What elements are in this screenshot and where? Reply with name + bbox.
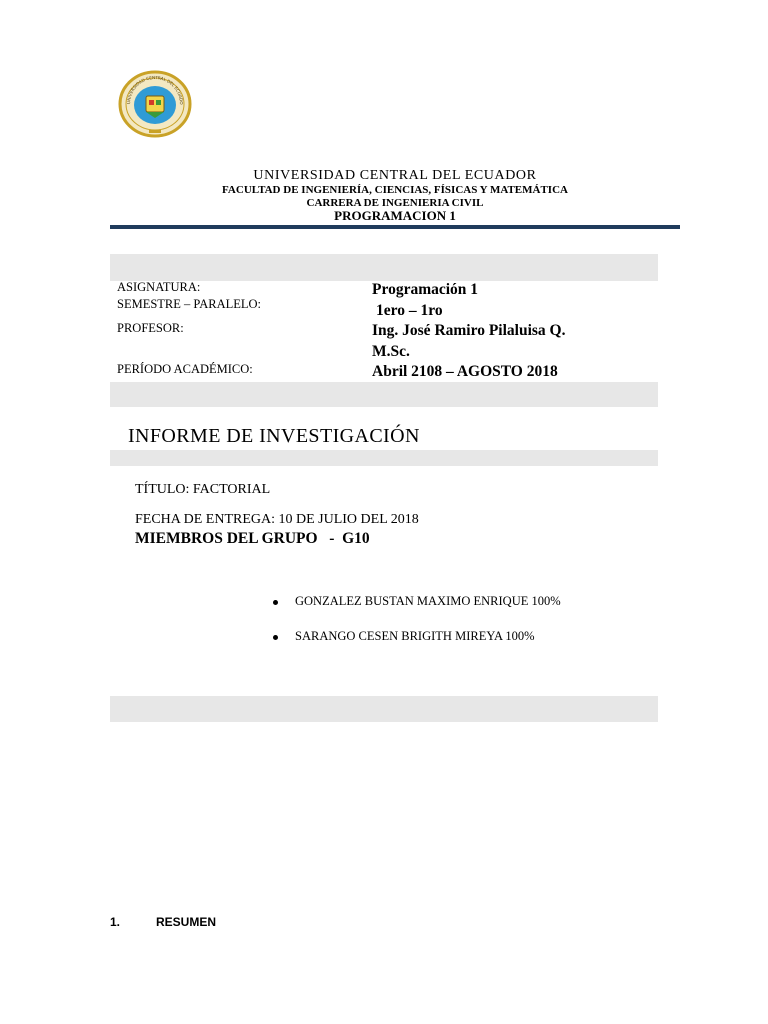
member-name: SARANGO CESEN BRIGITH MIREYA 100% bbox=[295, 629, 535, 643]
member-list bbox=[270, 594, 561, 664]
table-band-top bbox=[110, 254, 658, 281]
bullet-icon bbox=[273, 635, 278, 640]
report-title: INFORME DE INVESTIGACIÓN bbox=[128, 425, 420, 447]
professor-degree: M.Sc. bbox=[372, 343, 410, 360]
section-number: 1. bbox=[110, 915, 121, 929]
period-label: PERÍODO ACADÉMICO: bbox=[117, 362, 253, 376]
bullet-icon bbox=[273, 600, 278, 605]
table-band-bottom bbox=[110, 382, 658, 407]
report-topic: TÍTULO: FACTORIAL bbox=[135, 482, 271, 497]
career-name: CARRERA DE INGENIERIA CIVIL bbox=[306, 197, 484, 209]
university-seal-logo bbox=[118, 70, 192, 138]
university-name: UNIVERSIDAD CENTRAL DEL ECUADOR bbox=[253, 168, 537, 183]
title-band bbox=[110, 450, 658, 466]
professor-value: Ing. José Ramiro Pilaluisa Q. bbox=[372, 322, 566, 339]
delivery-date: FECHA DE ENTREGA: 10 DE JULIO DEL 2018 bbox=[135, 512, 419, 527]
members-band bbox=[110, 696, 658, 722]
period-value: Abril 2108 – AGOSTO 2018 bbox=[372, 363, 558, 380]
seal-text: UNIVERSIDAD CENTRAL DEL ECUADO bbox=[125, 74, 185, 105]
header-rule bbox=[110, 225, 680, 229]
list-item bbox=[270, 629, 561, 664]
subject-value: Programación 1 bbox=[372, 281, 479, 298]
professor-label: PROFESOR: bbox=[117, 321, 184, 335]
member-name: GONZALEZ BUSTAN MAXIMO ENRIQUE 100% bbox=[295, 594, 561, 608]
group-heading: MIEMBROS DEL GRUPO - G10 bbox=[135, 530, 370, 547]
semester-value: 1ero – 1ro bbox=[376, 302, 443, 319]
faculty-name: FACULTAD DE INGENIERÍA, CIENCIAS, FÍSICAS Y MATEMÁTICA bbox=[222, 184, 568, 196]
list-item bbox=[270, 594, 561, 629]
subject-label: ASIGNATURA: bbox=[117, 280, 201, 294]
section-title: RESUMEN bbox=[156, 915, 217, 929]
semester-label: SEMESTRE – PARALELO: bbox=[117, 297, 262, 311]
course-name: PROGRAMACION 1 bbox=[334, 208, 456, 223]
